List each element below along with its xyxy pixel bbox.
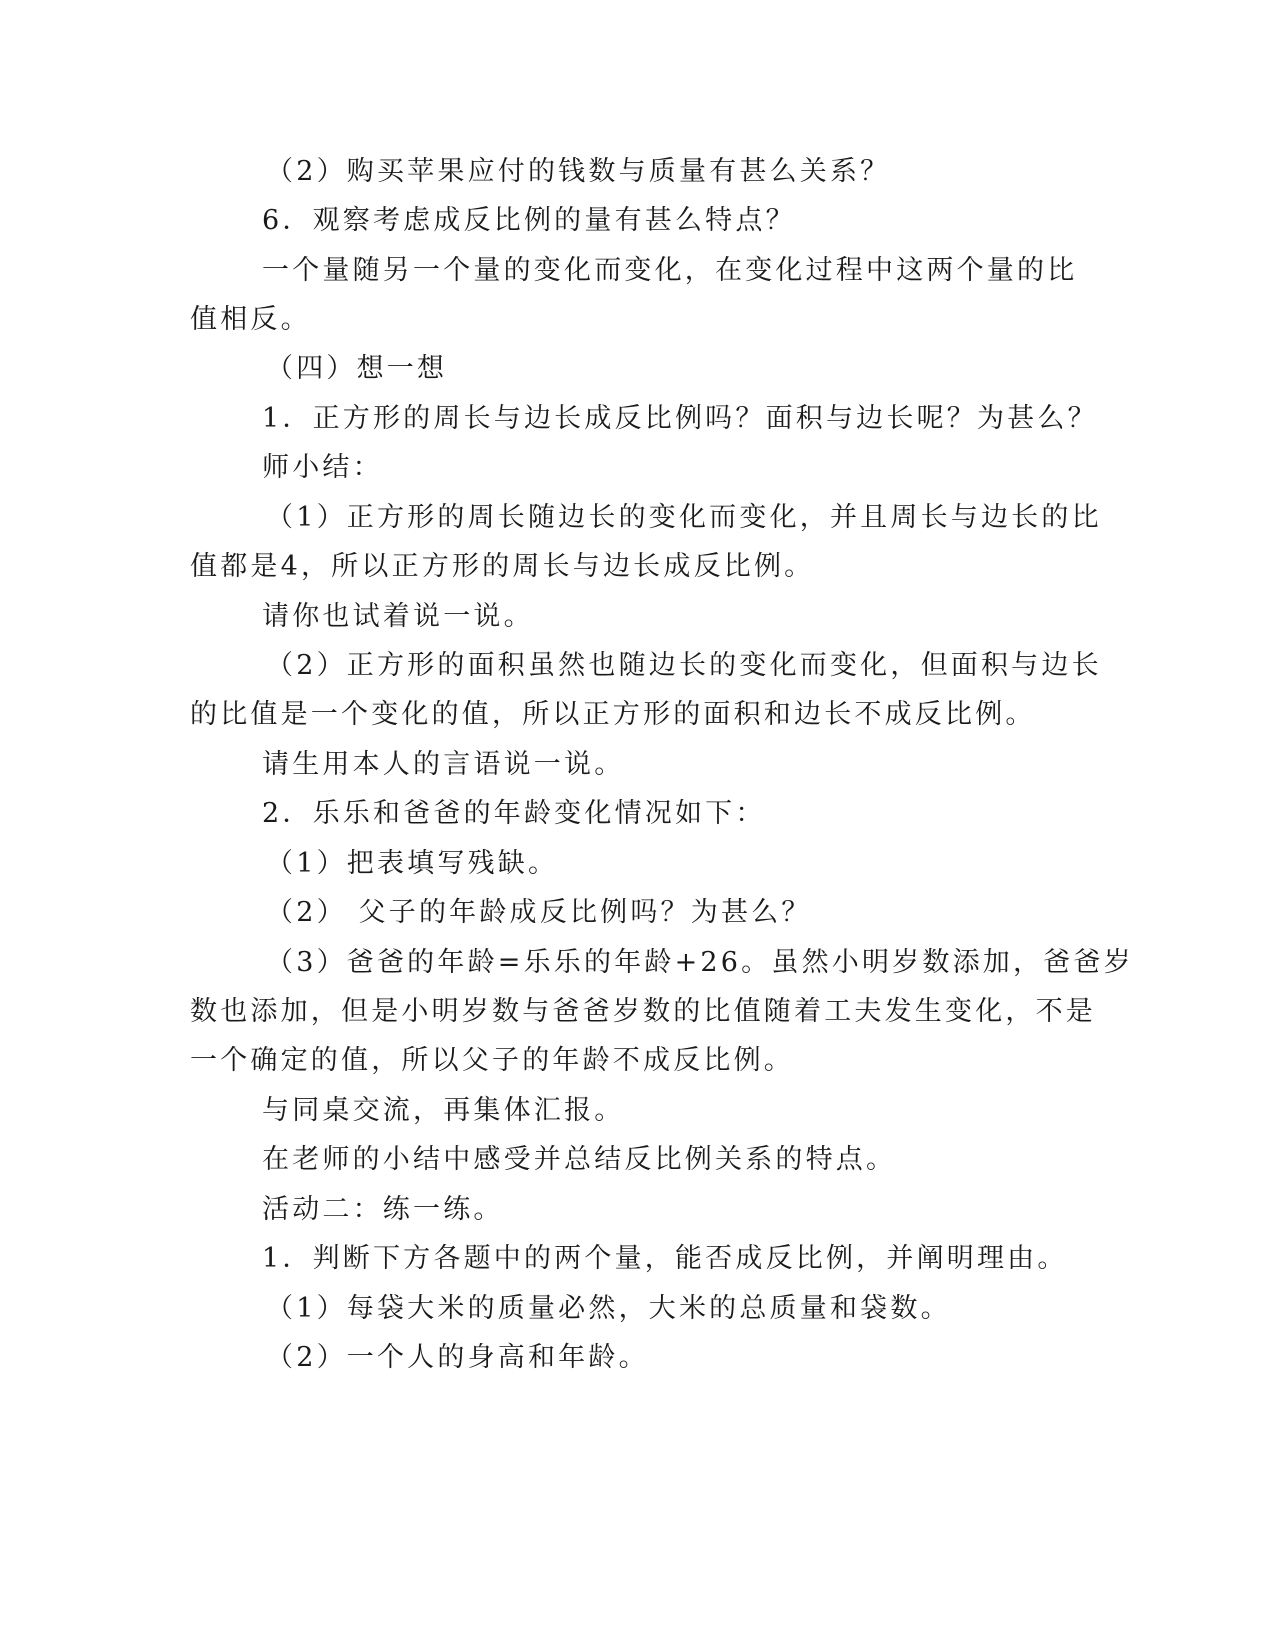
- activity-2-heading: 活动二：练一练。: [262, 1194, 504, 1225]
- exercise-1: 1．判断下方各题中的两个量，能否成反比例，并阐明理由。: [262, 1243, 1068, 1274]
- section-heading-think: （四）想一想: [266, 353, 448, 384]
- teacher-summary-label: 师小结：: [262, 452, 383, 483]
- answer-paragraph-line-2: 值相反。: [190, 304, 311, 335]
- age-item-1: （1）把表填写残缺。: [266, 848, 559, 879]
- exercise-1-item-2: （2）一个人的身高和年龄。: [266, 1342, 649, 1373]
- prompt-try-say: 请你也试着说一说。: [262, 601, 534, 632]
- age-item-2: （2） 父子的年龄成反比例吗？为甚么？: [266, 897, 812, 928]
- exercise-1-item-1: （1）每袋大米的质量必然，大米的总质量和袋数。: [266, 1293, 951, 1324]
- summary-2-line-1: （2）正方形的面积虽然也随边长的变化而变化，但面积与边长: [266, 650, 1102, 681]
- summary-1-line-2: 值都是4，所以正方形的周长与边长成反比例。: [190, 551, 815, 582]
- summary-2-line-2: 的比值是一个变化的值，所以正方形的面积和边长不成反比例。: [190, 699, 1036, 730]
- question-6: 6．观察考虑成反比例的量有甚么特点？: [262, 205, 796, 236]
- question-age-change: 2．乐乐和爸爸的年龄变化情况如下：: [262, 798, 766, 829]
- age-item-3-line-1: （3）爸爸的年龄=乐乐的年龄+26。虽然小明岁数添加，爸爸岁: [266, 947, 1134, 978]
- question-apple-price: （2）购买苹果应付的钱数与质量有甚么关系？: [266, 156, 891, 187]
- question-square: 1．正方形的周长与边长成反比例吗？面积与边长呢？为甚么？: [262, 403, 1098, 434]
- age-item-3-line-2: 数也添加，但是小明岁数与爸爸岁数的比值随着工夫发生变化，不是: [190, 996, 1096, 1027]
- summary-1-line-1: （1）正方形的周长随边长的变化而变化，并且周长与边长的比: [266, 502, 1102, 533]
- prompt-own-words: 请生用本人的言语说一说。: [262, 749, 625, 780]
- answer-paragraph-line-1: 一个量随另一个量的变化而变化，在变化过程中这两个量的比: [262, 255, 1078, 286]
- prompt-discuss: 与同桌交流，再集体汇报。: [262, 1095, 625, 1126]
- age-item-3-line-3: 一个确定的值，所以父子的年龄不成反比例。: [190, 1045, 794, 1076]
- prompt-feel-summary: 在老师的小结中感受并总结反比例关系的特点。: [262, 1144, 897, 1175]
